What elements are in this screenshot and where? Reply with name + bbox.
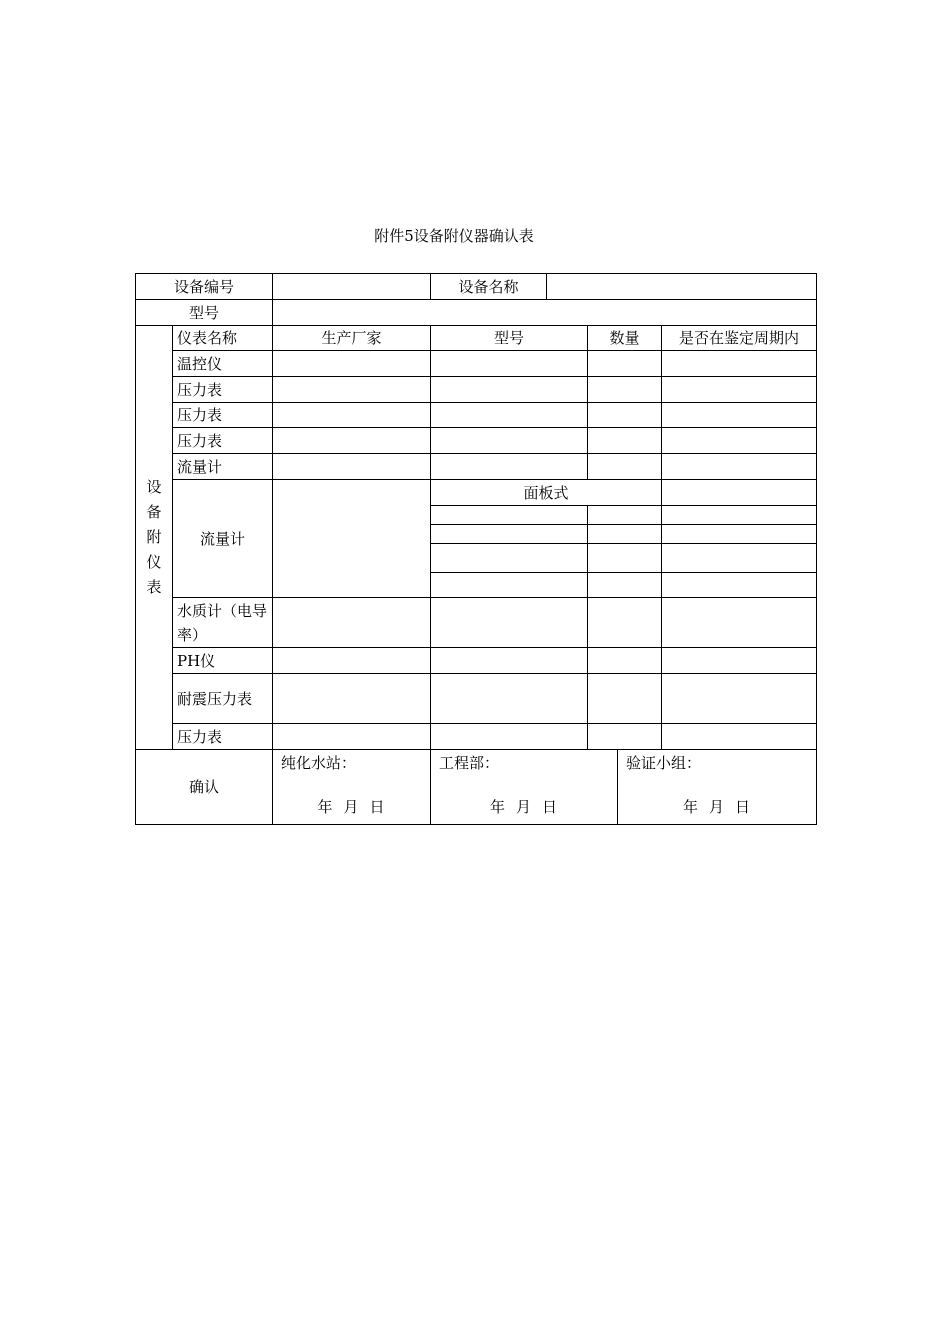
quantity-cell[interactable] (588, 648, 662, 674)
quantity-cell[interactable] (588, 403, 662, 428)
col-model: 型号 (431, 326, 588, 351)
table-row (136, 351, 817, 377)
month-label: 月 (343, 798, 360, 816)
table-row (136, 377, 817, 403)
day-label: 日 (735, 798, 752, 816)
manufacturer-cell[interactable] (273, 454, 431, 480)
instrument-name: 压力表 (173, 428, 273, 454)
model-cell[interactable] (431, 648, 588, 674)
manufacturer-cell[interactable] (273, 351, 431, 377)
quantity-cell[interactable] (588, 377, 662, 403)
calibration-cell[interactable] (662, 351, 817, 377)
calibration-cell[interactable] (662, 454, 817, 480)
model-cell[interactable] (431, 403, 588, 428)
model-cell[interactable] (431, 428, 588, 454)
engineering-dept-sign[interactable] (431, 750, 618, 825)
group-label (136, 326, 173, 750)
month-label: 月 (709, 798, 726, 816)
calibration-cell[interactable] (662, 598, 817, 648)
quantity-cell[interactable] (588, 598, 662, 648)
table-row (136, 454, 817, 480)
col-manufacturer: 生产厂家 (273, 326, 431, 351)
table-row (136, 674, 817, 724)
model-cell[interactable] (431, 598, 588, 648)
calibration-cell[interactable] (662, 674, 817, 724)
model-label: 型号 (136, 300, 273, 326)
col-instrument-name: 仪表名称 (173, 326, 273, 351)
validation-team-sign[interactable] (618, 750, 817, 825)
quantity-cell[interactable] (588, 724, 662, 750)
year-label: 年 (682, 798, 699, 816)
manufacturer-cell[interactable] (273, 428, 431, 454)
calibration-cell[interactable] (662, 480, 817, 506)
equip-name-value[interactable] (547, 274, 817, 300)
day-label: 日 (542, 798, 559, 816)
calibration-cell[interactable] (662, 428, 817, 454)
validation-team-label: 验证小组： (626, 754, 702, 772)
manufacturer-cell[interactable] (273, 648, 431, 674)
calibration-cell[interactable] (662, 573, 817, 598)
calibration-cell[interactable] (662, 506, 817, 525)
instrument-name: 耐震压力表 (173, 674, 273, 724)
year-label: 年 (489, 798, 506, 816)
group-label-char: 仪 (146, 553, 162, 571)
instrument-name: 水质计（电导率） (173, 598, 273, 648)
column-header-row (136, 326, 817, 351)
document-title: 附件5设备附仪器确认表 (374, 227, 534, 245)
col-quantity: 数量 (588, 326, 662, 351)
instrument-name: PH仪 (173, 648, 273, 674)
month-label: 月 (516, 798, 533, 816)
table-row (136, 724, 817, 750)
model-cell[interactable] (431, 544, 588, 573)
group-label-char: 备 (146, 503, 162, 521)
instrument-name: 压力表 (173, 403, 273, 428)
pure-water-station-label: 纯化水站： (281, 754, 357, 772)
instrument-name: 压力表 (173, 724, 273, 750)
equip-no-value[interactable] (273, 274, 431, 300)
model-cell[interactable] (431, 674, 588, 724)
group-label-char: 附 (146, 528, 162, 546)
confirm-label: 确认 (136, 750, 273, 825)
equip-no-label: 设备编号 (136, 274, 273, 300)
instrument-name: 温控仪 (173, 351, 273, 377)
year-label: 年 (317, 798, 334, 816)
table-row (136, 428, 817, 454)
quantity-cell[interactable] (588, 674, 662, 724)
flow-meter-panel-row (136, 480, 817, 506)
manufacturer-cell[interactable] (273, 724, 431, 750)
panel-type-label: 面板式 (431, 480, 662, 506)
calibration-cell[interactable] (662, 403, 817, 428)
calibration-cell[interactable] (662, 724, 817, 750)
instrument-name: 流量计 (173, 480, 273, 598)
model-cell[interactable] (431, 377, 588, 403)
quantity-cell[interactable] (588, 351, 662, 377)
quantity-cell[interactable] (588, 454, 662, 480)
model-cell[interactable] (431, 506, 588, 525)
table-row (136, 403, 817, 428)
quantity-cell[interactable] (588, 428, 662, 454)
signature-date (281, 796, 422, 818)
manufacturer-cell[interactable] (273, 377, 431, 403)
pure-water-station-sign[interactable] (273, 750, 431, 825)
manufacturer-cell[interactable] (273, 480, 431, 598)
model-cell[interactable] (431, 573, 588, 598)
day-label: 日 (369, 798, 386, 816)
manufacturer-cell[interactable] (273, 403, 431, 428)
quantity-cell[interactable] (588, 506, 662, 525)
table-row (136, 598, 817, 648)
quantity-cell[interactable] (588, 544, 662, 573)
equipment-instrument-table (135, 273, 817, 825)
quantity-cell[interactable] (588, 525, 662, 544)
group-label-char: 设 (146, 478, 162, 496)
calibration-cell[interactable] (662, 648, 817, 674)
manufacturer-cell[interactable] (273, 674, 431, 724)
model-cell[interactable] (431, 351, 588, 377)
equipment-id-row (136, 274, 817, 300)
calibration-cell[interactable] (662, 544, 817, 573)
instrument-name: 压力表 (173, 377, 273, 403)
calibration-cell[interactable] (662, 525, 817, 544)
group-label-char: 表 (146, 578, 162, 596)
model-value[interactable] (273, 300, 817, 326)
equipment-model-row (136, 300, 817, 326)
calibration-cell[interactable] (662, 377, 817, 403)
model-cell[interactable] (431, 525, 588, 544)
model-cell[interactable] (431, 724, 588, 750)
model-cell[interactable] (431, 454, 588, 480)
equip-name-label: 设备名称 (431, 274, 547, 300)
engineering-dept-label: 工程部： (439, 754, 500, 772)
signature-date (439, 796, 609, 818)
col-in-calibration-period: 是否在鉴定周期内 (662, 326, 817, 351)
table-row (136, 648, 817, 674)
instrument-name: 流量计 (173, 454, 273, 480)
confirmation-row (136, 750, 817, 825)
manufacturer-cell[interactable] (273, 598, 431, 648)
quantity-cell[interactable] (588, 573, 662, 598)
signature-date (626, 796, 808, 818)
